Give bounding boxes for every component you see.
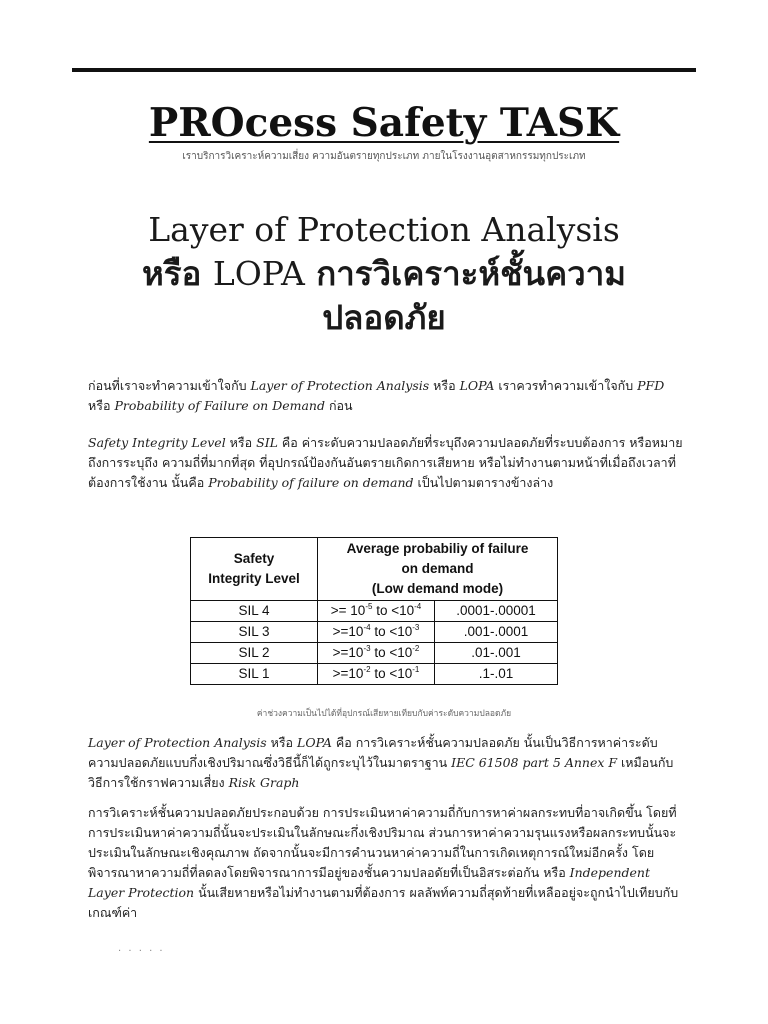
title-line-2-prefix: หรือ: [142, 254, 213, 293]
sil-level-cell: SIL 3: [191, 622, 318, 643]
paragraph-lopa-definition: Layer of Protection Analysis หรือ LOPA คือ การวิเคราะห์ชั้นความปลอดภัย นั้นเป็นวิธีการหาค่าระดับความปลอดภัยแบบกึ่งเชิงปริมาณซึ่งวิธีนี้ก็ได้ถูกระบุไว้ในมาตราฐาน IEC 61508 part 5 Annex F เหมือนกับวิธีการใช้กราฟความเสี่ยง Risk Graph: [88, 735, 674, 790]
paragraph-lopa-process: การวิเคราะห์ชั้นความปลอดภัยประกอบด้วย การประเมินหาค่าความถี่กับการหาค่าผลกระทบที่อาจเกิดขึ้น โดยที่การประเมินหาค่าความถี่นั้นจะประเมินในลักษณะกึ่งเชิงปริมาณ ส่วนการหาค่าความรุนแรงหรือผลกระทบนั้นจะประเมินในลักษณะเชิงคุณภาพ ถัดจากนั้นจะมีการคำนวนหาค่าความถี่ในการเกิดเหตุการณ์ใหม่อีกครั้ง โดยพิจารณาหาความถี่ที่ลดลงโดยพิจารณาการมีอยู่ของชั้นความปลอดัยที่เป็นอิสระต่อกัน หรือ Independent Layer Protection นั้นเสียหายหรือไม่ทำงานตามที่ต้องการ ผลลัพท์ความถี่สุดท้ายที่เหลืออยู่จะถูกนำไปเทียบกับเกณฑ์ค่า: [88, 805, 679, 920]
title-line-2-thai: การวิเคราะห์ชั้นความ: [304, 254, 626, 293]
sil-level-cell: SIL 1: [191, 664, 318, 685]
brand-title[interactable]: PROcess Safety TASK: [148, 100, 620, 146]
table-row: [191, 664, 558, 685]
table-caption: ค่าช่วงความเป็นไปได้ที่อุปกรณ์เสียหายเทียบกับค่าระดับความปลอดภัย: [256, 709, 512, 719]
range-cell: $>=10^{-4}$ to $<10^{-3}$: [318, 622, 435, 643]
title-line-1: Layer of Protection Analysis: [148, 210, 620, 249]
title-line-2-en: LOPA: [212, 254, 305, 293]
pfd-cell: .01-.001: [435, 643, 558, 664]
brand-tagline: เราบริการวิเคราะห์ความเสี่ยง ความอันตรายทุกประเภท ภายในโรงงานอุตสาหกรรมทุกประเภท: [182, 151, 586, 162]
pfd-cell: .1-.01: [435, 664, 558, 685]
table-row: [191, 601, 558, 622]
pfd-cell: .001-.0001: [435, 622, 558, 643]
range-cell: $>=10^{-2}$ to $<10^{-1}$: [318, 664, 435, 685]
sil-level-cell: SIL 2: [191, 643, 318, 664]
cut-off-text-fragment: · · · · ·: [118, 946, 165, 952]
table-row: [191, 622, 558, 643]
sil-header-cell: Safety Integrity Level: [191, 538, 318, 601]
top-rule: [72, 68, 696, 72]
sil-table-header-row: [191, 538, 558, 601]
paragraph-sil-definition: Safety Integrity Level หรือ SIL คือ ค่าระดับความปลอดภัยที่ระบุถึงความปลอดภัยที่ระบบต้องการ หรือหมายถึงการระบุถึง ความถี่ที่มากที่สุด ที่อุปกรณ์ป้องกันอันตรายเกิดการเสียหาย หรือไม่ทำงานตามหน้าที่เมื่อถึงเวลาที่ต้องการใช้งาน นั้นคือ Probability of failure on demand เป็นไปตามตารางข้างล่าง: [88, 435, 683, 490]
pfd-cell: .0001-.00001: [435, 601, 558, 622]
sil-table: [190, 537, 558, 685]
sil-level-cell: SIL 4: [191, 601, 318, 622]
title-line-2: [84, 252, 684, 296]
range-cell: >= $10^{-5}$ to $<10^{-4}$: [318, 601, 435, 622]
title-line-3: ปลอดภัย: [322, 298, 446, 337]
paragraph-intro: ก่อนที่เราจะทำความเข้าใจกับ Layer of Protection Analysis หรือ LOPA เราควรทำความเข้าใจกับ PFD หรือ Probability of Failure on Demand ก่อน: [88, 378, 665, 413]
pfd-header-cell: Average probabiliy of failure on demand (Low demand mode): [318, 538, 558, 601]
table-row: [191, 643, 558, 664]
article-title: [84, 208, 684, 340]
range-cell: $>=10^{-3}$ to $<10^{-2}$: [318, 643, 435, 664]
